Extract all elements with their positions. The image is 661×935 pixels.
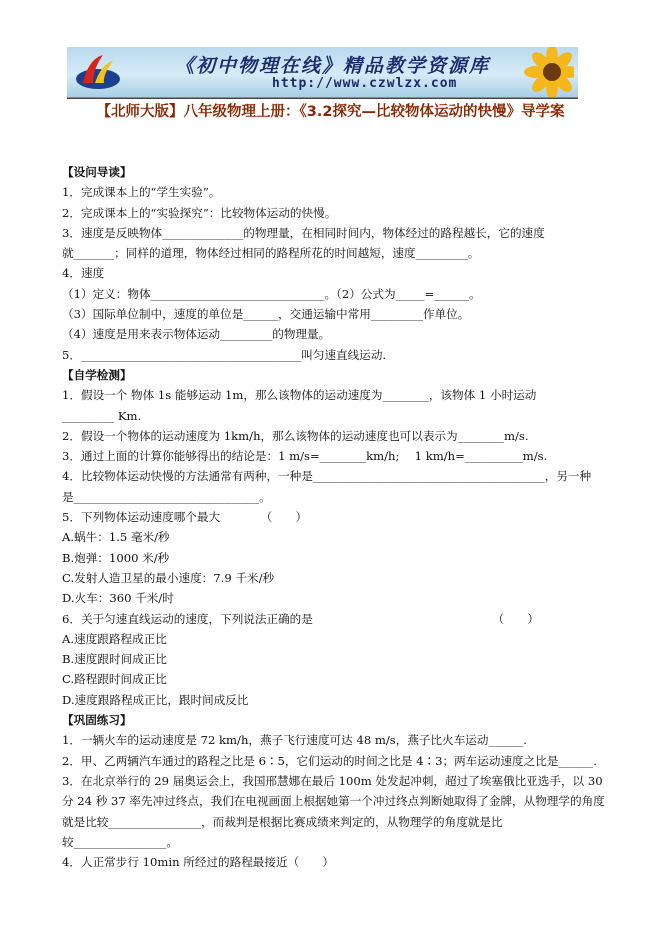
section-heading: 【设问导读】 <box>62 165 132 179</box>
question-line: 就_______；同样的道理，物体经过相同的路程所花的时间越短，速度_________。 <box>62 246 480 261</box>
question-line: 分 24 秒 37 率先冲过终点，我们在电视画面上根据她第一个冲过终点判断她取得了金牌，从物理学的角度 <box>62 794 605 809</box>
option-line: D.火车：360 千米/时 <box>62 591 174 606</box>
question-line: （1）定义：物体______________________________。（2）公式为_____=______。 <box>62 286 481 301</box>
option-line: A.速度跟路程成正比 <box>62 631 167 646</box>
worksheet-body <box>62 162 607 872</box>
page-title: 【北师大版】八年级物理上册：《3.2探究—比较物体运动的快慢》导学案 <box>96 104 565 120</box>
sunflower-icon <box>514 47 574 97</box>
option-line: B.速度跟时间成正比 <box>62 652 167 667</box>
question-line: 就是比较________________，而裁判是根据比赛成绩来判定的，从物理学的角度就是比 <box>62 814 503 829</box>
question-line: 4．比较物体运动快慢的方法通常有两种，一种是________________________________________，另一种 <box>62 469 592 484</box>
section-heading: 【自学检测】 <box>62 367 132 382</box>
question-line: 3．在北京举行的 29 届奥运会上，我国邢慧娜在最后 100m 处发起冲刺，超过了埃塞俄比亚选手，以 30 <box>62 773 603 788</box>
question-line: （3）国际单位制中，速度的单位是______，交通运输中常用_________作单位。 <box>62 307 470 322</box>
section-heading: 【巩固练习】 <box>62 713 132 728</box>
question-line: 1．一辆火车的运动速度是 72 km/h，燕子飞行速度可达 48 m/s，燕子比火车运动______. <box>62 733 527 748</box>
question-line: 3．通过上面的计算你能够得出的结论是：1 m/s=________km/h; 1 km/h=__________m/s. <box>62 449 548 464</box>
question-line: 6．关于匀速直线运动的速度，下列说法正确的是 （ ） <box>62 611 539 626</box>
question-line: 1．完成课本上的“学生实验”。 <box>62 185 221 200</box>
question-line: 2．假设一个物体的运动速度为 1km/h，那么该物体的运动速度也可以表示为________m/s. <box>62 428 529 443</box>
option-line: A.蜗牛：1.5 毫米/秒 <box>62 530 170 545</box>
question-line: 2．甲、乙两辆汽车通过的路程之比是 6∶5，它们运动的时间之比是 4∶3；两车运动速度之比是______. <box>62 753 597 768</box>
question-line: 2．完成课本上的“实验探究”：比较物体运动的快慢。 <box>62 205 337 220</box>
question-line: 3．速度是反映物体______________的物理量，在相同时间内，物体经过的路程越长，它的速度 <box>62 225 545 240</box>
site-logo-icon <box>73 53 123 93</box>
question-line: 4．人正常步行 10min 所经过的路程最接近（ ） <box>62 855 334 870</box>
question-line: 是________________________________。 <box>62 489 271 504</box>
header-divider <box>67 98 578 99</box>
banner-url: http://www.czwlzx.com <box>272 76 458 91</box>
question-line: 4．速度 <box>62 266 105 281</box>
question-line: 1．假设一个 物体 1s 能够运动 1m，那么该物体的运动速度为________，该物体 1 小时运动 <box>62 388 537 403</box>
option-line: C.发射人造卫星的最小速度：7.9 千米/秒 <box>62 570 275 585</box>
option-line: C.路程跟时间成正比 <box>62 672 167 687</box>
option-line: D.速度跟路程成正比，跟时间成反比 <box>62 692 249 707</box>
option-line: B.炮弹：1000 米/秒 <box>62 550 170 565</box>
question-line: _________ Km. <box>62 408 142 423</box>
question-line: 5．下列物体运动速度哪个最大 （ ） <box>62 510 308 525</box>
header-banner <box>67 47 578 98</box>
banner-title: 《初中物理在线》精品教学资源库 <box>175 55 491 77</box>
question-line: 5．______________________________________叫匀速直线运动. <box>62 347 387 362</box>
question-line: （4）速度是用来表示物体运动_________的物理量。 <box>62 327 331 342</box>
question-line: 较________________。 <box>62 834 178 849</box>
